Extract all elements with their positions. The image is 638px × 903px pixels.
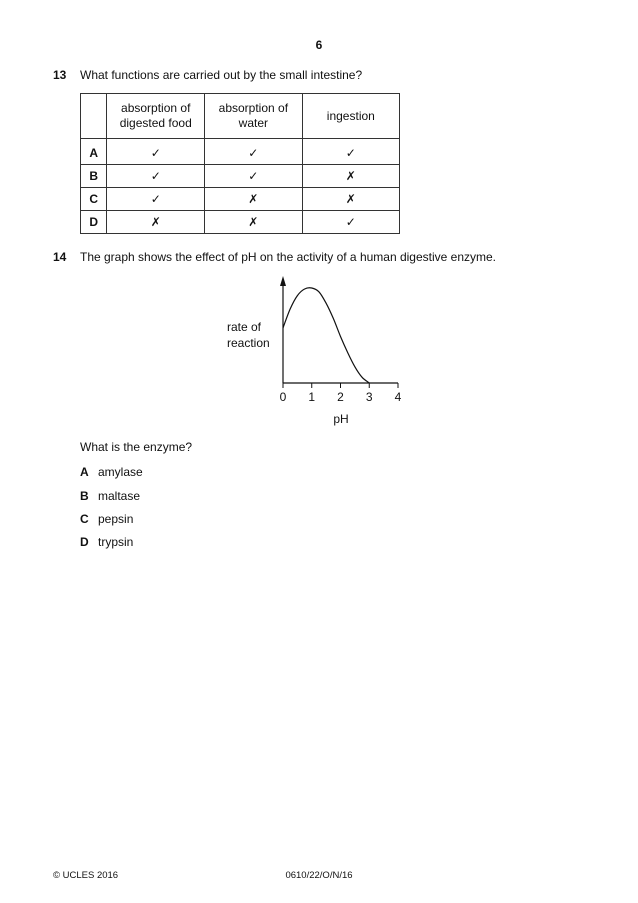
table-header-ingestion — [302, 94, 399, 139]
x-tick-label: 1 — [308, 390, 316, 404]
header-line: absorption of — [218, 101, 289, 115]
x-tick-group — [283, 383, 398, 388]
functions-table — [80, 93, 400, 234]
option-b-text: maltase — [98, 489, 141, 503]
footer-copyright: © UCLES 2016 — [53, 870, 119, 881]
table-cell: ✓ — [302, 211, 399, 234]
table-cell: ✓ — [205, 165, 303, 188]
option-a-letter: A — [80, 465, 89, 479]
header-line: ingestion — [326, 108, 375, 123]
table-cell: ✓ — [107, 188, 205, 211]
option-c-letter: C — [80, 512, 89, 526]
x-tick-label: 2 — [337, 390, 344, 404]
table-cell: ✓ — [107, 139, 205, 165]
table-cell: ✗ — [205, 188, 303, 211]
row-label: A — [81, 139, 107, 165]
question-13-text: What functions are carried out by the small intestine? — [80, 68, 363, 82]
row-label: C — [81, 188, 107, 211]
table-header-row — [81, 94, 400, 139]
table-corner-cell — [81, 94, 107, 139]
y-axis-label-line-2: reaction — [227, 336, 270, 350]
table-header-water — [205, 94, 303, 139]
table-header-digested-food — [107, 94, 205, 139]
table-cell: ✗ — [107, 211, 205, 234]
enzyme-activity-curve — [283, 288, 369, 383]
option-c-text: pepsin — [98, 512, 134, 526]
x-tick-label: 3 — [365, 390, 373, 404]
y-axis-arrow-icon — [280, 276, 286, 286]
x-tick-label: 0 — [279, 390, 287, 404]
header-line: digested food — [119, 116, 192, 130]
footer-paper-code: 0610/22/O/N/16 — [285, 870, 353, 881]
table-cell: ✗ — [302, 188, 399, 211]
option-d-text: trypsin — [98, 535, 134, 549]
table-row — [81, 188, 400, 211]
table-cell: ✓ — [205, 139, 303, 165]
header-line: absorption of — [121, 101, 191, 115]
option-a-text: amylase — [98, 465, 143, 479]
row-label: B — [81, 165, 107, 188]
table-row — [81, 165, 400, 188]
table-cell: ✓ — [302, 139, 399, 165]
y-axis-label-line-1: rate of — [227, 320, 262, 334]
option-b-letter: B — [80, 489, 89, 503]
x-tick-label: 4 — [394, 390, 402, 404]
table-cell: ✗ — [205, 211, 303, 234]
table-cell: ✗ — [302, 165, 399, 188]
row-label: D — [81, 211, 107, 234]
question-14-prompt: What is the enzyme? — [80, 440, 193, 454]
x-tick-label-group — [280, 390, 402, 404]
table-cell: ✓ — [107, 165, 205, 188]
page-number: 6 — [315, 38, 323, 52]
question-14-text: The graph shows the effect of pH on the activity of a human digestive enzyme. — [80, 250, 497, 264]
table-row — [81, 139, 400, 165]
x-axis-label: pH — [333, 412, 349, 426]
table-row — [81, 211, 400, 234]
question-14-number: 14 — [53, 250, 67, 264]
ph-activity-graph — [220, 268, 420, 433]
option-d-letter: D — [80, 535, 89, 549]
header-line: water — [238, 116, 268, 130]
question-13-number: 13 — [53, 68, 67, 82]
